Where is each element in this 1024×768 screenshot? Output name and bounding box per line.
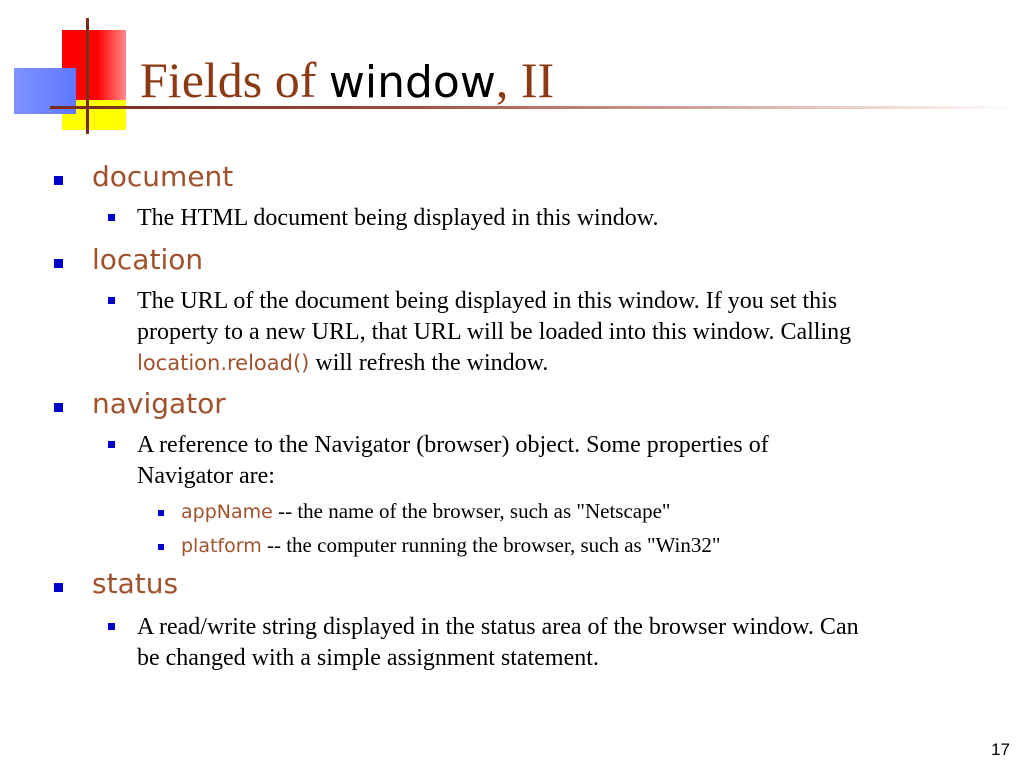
subitem-platform — [181, 531, 720, 560]
title-code: window — [328, 57, 496, 108]
bullet-marker — [108, 214, 115, 221]
bullet-marker — [108, 441, 115, 448]
inline-code: platform — [181, 535, 262, 557]
description-navigator — [137, 430, 997, 492]
bullet-marker — [54, 176, 63, 185]
bullet-marker — [54, 403, 63, 412]
description-line: The URL of the document being displayed in this window. If you set this — [137, 288, 838, 314]
description-line: be changed with a simple assignment statement. — [137, 645, 599, 671]
description-location — [137, 286, 997, 379]
title-prefix: Fields of — [140, 52, 329, 108]
bullet-marker — [54, 259, 63, 268]
page-number: 17 — [991, 740, 1010, 759]
term-location: location — [92, 243, 204, 276]
inline-code: appName — [181, 501, 273, 523]
description-line: Navigator are: — [137, 463, 275, 489]
description-line: A reference to the Navigator (browser) object. Some properties of — [137, 432, 769, 458]
description-line: property to a new URL, that URL will be loaded into this window. Calling — [137, 319, 852, 345]
term-status: status — [92, 567, 179, 600]
description-document: The HTML document being displayed in this window. — [137, 205, 659, 231]
term-navigator: navigator — [92, 387, 226, 420]
description-text: will refresh the window. — [309, 350, 549, 376]
bullet-marker — [108, 297, 115, 304]
subitem-appname — [181, 497, 671, 526]
subitem-text: -- the name of the browser, such as "Netscape" — [272, 499, 671, 523]
bullet-marker — [158, 544, 164, 550]
subitem-text: -- the computer running the browser, such as "Win32" — [261, 533, 721, 557]
description-line — [137, 348, 997, 379]
title-suffix: , II — [495, 52, 555, 108]
description-status — [137, 612, 997, 674]
inline-code: location.reload() — [137, 351, 310, 375]
bullet-marker — [108, 623, 115, 630]
description-line: A read/write string displayed in the status area of the browser window. Can — [137, 614, 859, 640]
slide-title — [140, 50, 554, 113]
bullet-marker — [54, 583, 63, 592]
bullet-marker — [158, 510, 164, 516]
term-document: document — [92, 160, 234, 193]
